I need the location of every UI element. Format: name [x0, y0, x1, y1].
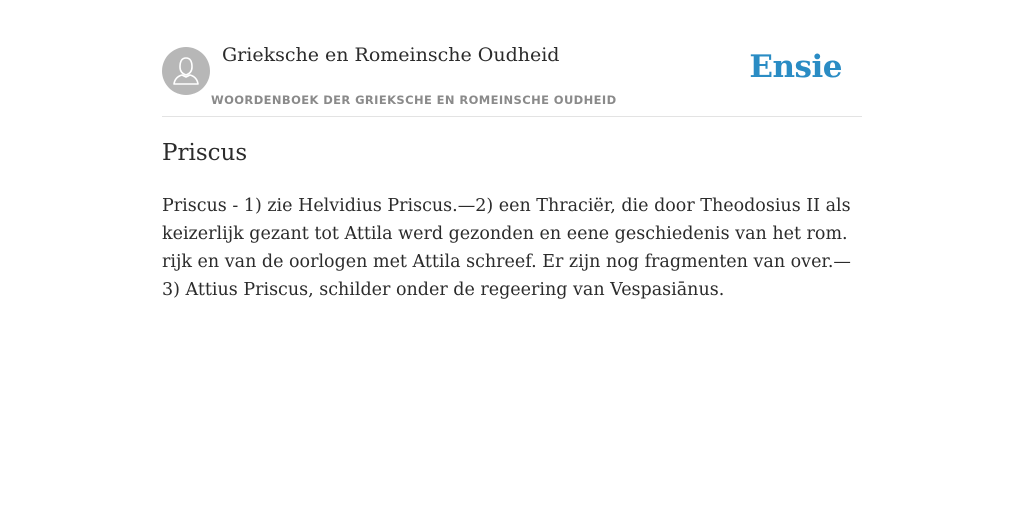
entry-title: Priscus [162, 140, 248, 166]
entry-body: Priscus - 1) zie Helvidius Priscus.—2) een Thraciër, die door Theodosius II als keizerlijk gezant tot Attila werd gezonden en eene geschiedenis van het rom. rijk en van de oorlogen met Attila schreef. Er zijn nog fragmenten van over.—3) Attius Priscus, schilder onder de regeering van Vespasiānus. [162, 196, 851, 300]
user-silhouette-icon [162, 47, 210, 95]
source-title-link[interactable]: Grieksche en Romeinsche Oudheid [222, 44, 560, 66]
ensie-logo[interactable]: Ensie [749, 49, 842, 85]
source-subtitle: WOORDENBOEK DER GRIEKSCHE EN ROMEINSCHE OUDHEID [211, 93, 617, 107]
avatar[interactable] [162, 47, 210, 95]
header [162, 0, 862, 117]
content-container [162, 0, 862, 300]
